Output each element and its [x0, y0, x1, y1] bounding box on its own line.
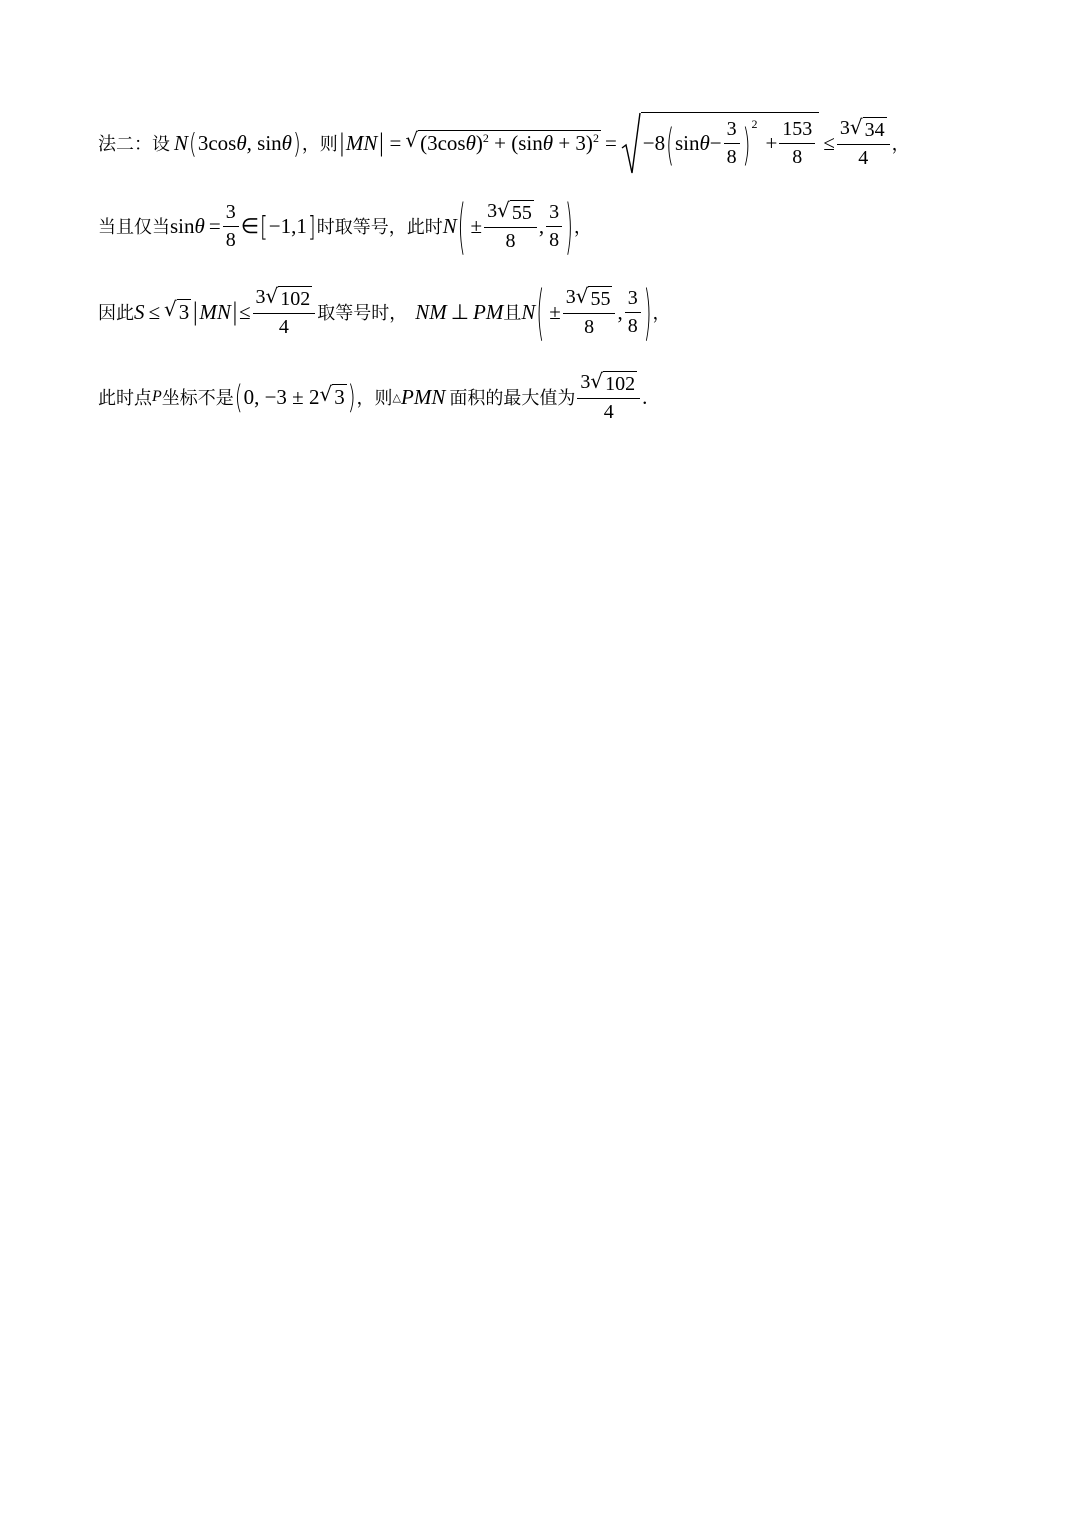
sqrt-distance: √ $(3\cos\theta)^2 + (\sin\theta + 3)^2$ — [405, 128, 599, 155]
frac-num: 3 — [724, 117, 740, 144]
sin: sin — [674, 131, 700, 155]
sqrt-quadratic: −8 ( sin θ − $\frac{3}{8}$ ) $^2$ + $\frac{153}{8}$ — [621, 112, 820, 174]
punct: ， — [891, 134, 910, 155]
solution-line-3: 因此 S ≤ √ 3 | MN | ≤ 3 √ 102 4 取等号时， NM ⊥ PM 且 N ( ± 3 √ 55 8 , $\frac{3}{8}$ ) ， — [98, 276, 671, 348]
frac-num: 3 — [223, 200, 239, 227]
frac-den: 8 — [584, 315, 595, 338]
text-mid: 取等号时， — [317, 303, 408, 324]
theta: θ — [194, 213, 205, 238]
inner4: + 3) — [553, 131, 593, 155]
plus: + — [765, 131, 778, 155]
frac-den: 8 — [505, 229, 516, 252]
neg-eight: −8 — [642, 131, 666, 155]
eq-sign: = — [389, 130, 402, 155]
text-mid: 时取等号，此时 — [316, 217, 443, 238]
sin: sin — [170, 213, 195, 238]
pm-sign: ± — [470, 213, 483, 238]
frac-den: 8 — [225, 228, 236, 251]
comma: , — [538, 213, 545, 238]
theta: θ — [281, 130, 292, 155]
minus: − — [709, 131, 722, 155]
coef: 3 — [839, 116, 850, 139]
pm-sign: ± — [549, 299, 561, 324]
punct: ， — [573, 217, 592, 238]
le-sign: ≤ — [148, 299, 161, 324]
frac-num: 3 — [625, 286, 641, 313]
frac-den: 4 — [858, 146, 869, 169]
triangle-symbol: △ — [392, 391, 401, 404]
punct: ， — [652, 303, 671, 324]
coef: 3 — [580, 370, 591, 393]
frac-num: 153 — [779, 117, 815, 144]
frac-den: 8 — [549, 228, 560, 251]
text-prefix: 当且仅当 — [98, 217, 170, 238]
var-MN: MN — [199, 299, 231, 324]
frac-result: 3 √ 34 4 — [837, 116, 890, 171]
var-S: S — [134, 299, 145, 324]
theta: θ — [465, 131, 476, 155]
in-sign: ∈ — [240, 213, 259, 238]
var-MN: MN — [345, 130, 378, 155]
le-sign-2: ≤ — [238, 299, 251, 324]
text-qie: 且 — [503, 303, 522, 324]
var-N: N — [174, 130, 189, 155]
text-prefix: 此时点 — [98, 388, 152, 409]
var-PMN: PMN — [401, 384, 446, 409]
text-prefix: 法二：设 — [98, 134, 170, 155]
radicand: 102 — [605, 372, 636, 395]
eq-sign-2: = — [604, 130, 617, 155]
perp-sign: ⊥ — [450, 299, 470, 324]
frac-den: 4 — [603, 400, 614, 423]
coef: 3 — [255, 285, 266, 308]
le-sign: ≤ — [823, 130, 835, 155]
text-mid2: ，则 — [356, 388, 393, 409]
text-mid3: 面积的最大值为 — [449, 388, 576, 409]
var-N: N — [521, 299, 536, 324]
coord: 0, −3 ± 2 — [243, 384, 320, 409]
var-NM: NM — [415, 299, 447, 324]
inner1: (3cos — [420, 131, 466, 155]
radicand: 3 — [334, 385, 345, 409]
coef: 3 — [565, 285, 576, 308]
solution-line-2: 当且仅当 sin θ = $\frac{3}{8}$ ∈ [ −1,1 ] 时取等号，此时 N ( ± 3 √ 55 8 , $\frac{3}{8}$ ) ， — [98, 190, 592, 262]
var-PM: PM — [473, 299, 504, 324]
theta: θ — [542, 131, 554, 155]
var-N: N — [442, 213, 457, 238]
frac-den: 8 — [627, 314, 638, 337]
radicand: 34 — [864, 118, 885, 141]
expr-point: 3cos — [197, 130, 237, 155]
radicand: 55 — [590, 287, 611, 310]
inner2: ) — [475, 131, 483, 155]
radicand: 3 — [178, 300, 190, 324]
punct: . — [642, 384, 648, 409]
var-P: P — [152, 388, 162, 405]
inner3: + (sin — [488, 131, 543, 155]
eq-sign: = — [208, 213, 221, 238]
radicand: 55 — [511, 201, 532, 224]
solution-line-1: 法二：设 N ( 3cos θ , sin θ ) ，则 | MN | = √ $(3\cos\theta)^2 + (\sin\theta + 3)^2$ = −8 ( sin θ − $\frac{3}{8}$ ) $^2$ + $\frac{153}{8}$ ≤ 3 √ 34 4 ， — [98, 108, 910, 178]
comma: , — [617, 299, 623, 324]
theta: θ — [699, 131, 710, 155]
frac-den: 8 — [726, 146, 737, 168]
frac-den: 8 — [792, 146, 803, 168]
radicand: 102 — [280, 287, 311, 310]
interval: −1,1 — [268, 213, 307, 238]
text-ze: ，则 — [301, 134, 338, 155]
solution-line-4: 此时点 P 坐标不是 ( 0, −3 ± 2 √ 3 ) ，则 △ PMN 面积的最大值为 3 √ 102 4 . — [98, 368, 648, 423]
text-mid: 坐标不是 — [161, 388, 234, 409]
theta: θ — [236, 130, 247, 155]
frac-den: 4 — [278, 315, 289, 338]
coef: 3 — [487, 199, 498, 222]
frac-num: 3 — [546, 200, 562, 227]
text-prefix: 因此 — [98, 303, 134, 324]
comma-sin: , sin — [246, 130, 282, 155]
